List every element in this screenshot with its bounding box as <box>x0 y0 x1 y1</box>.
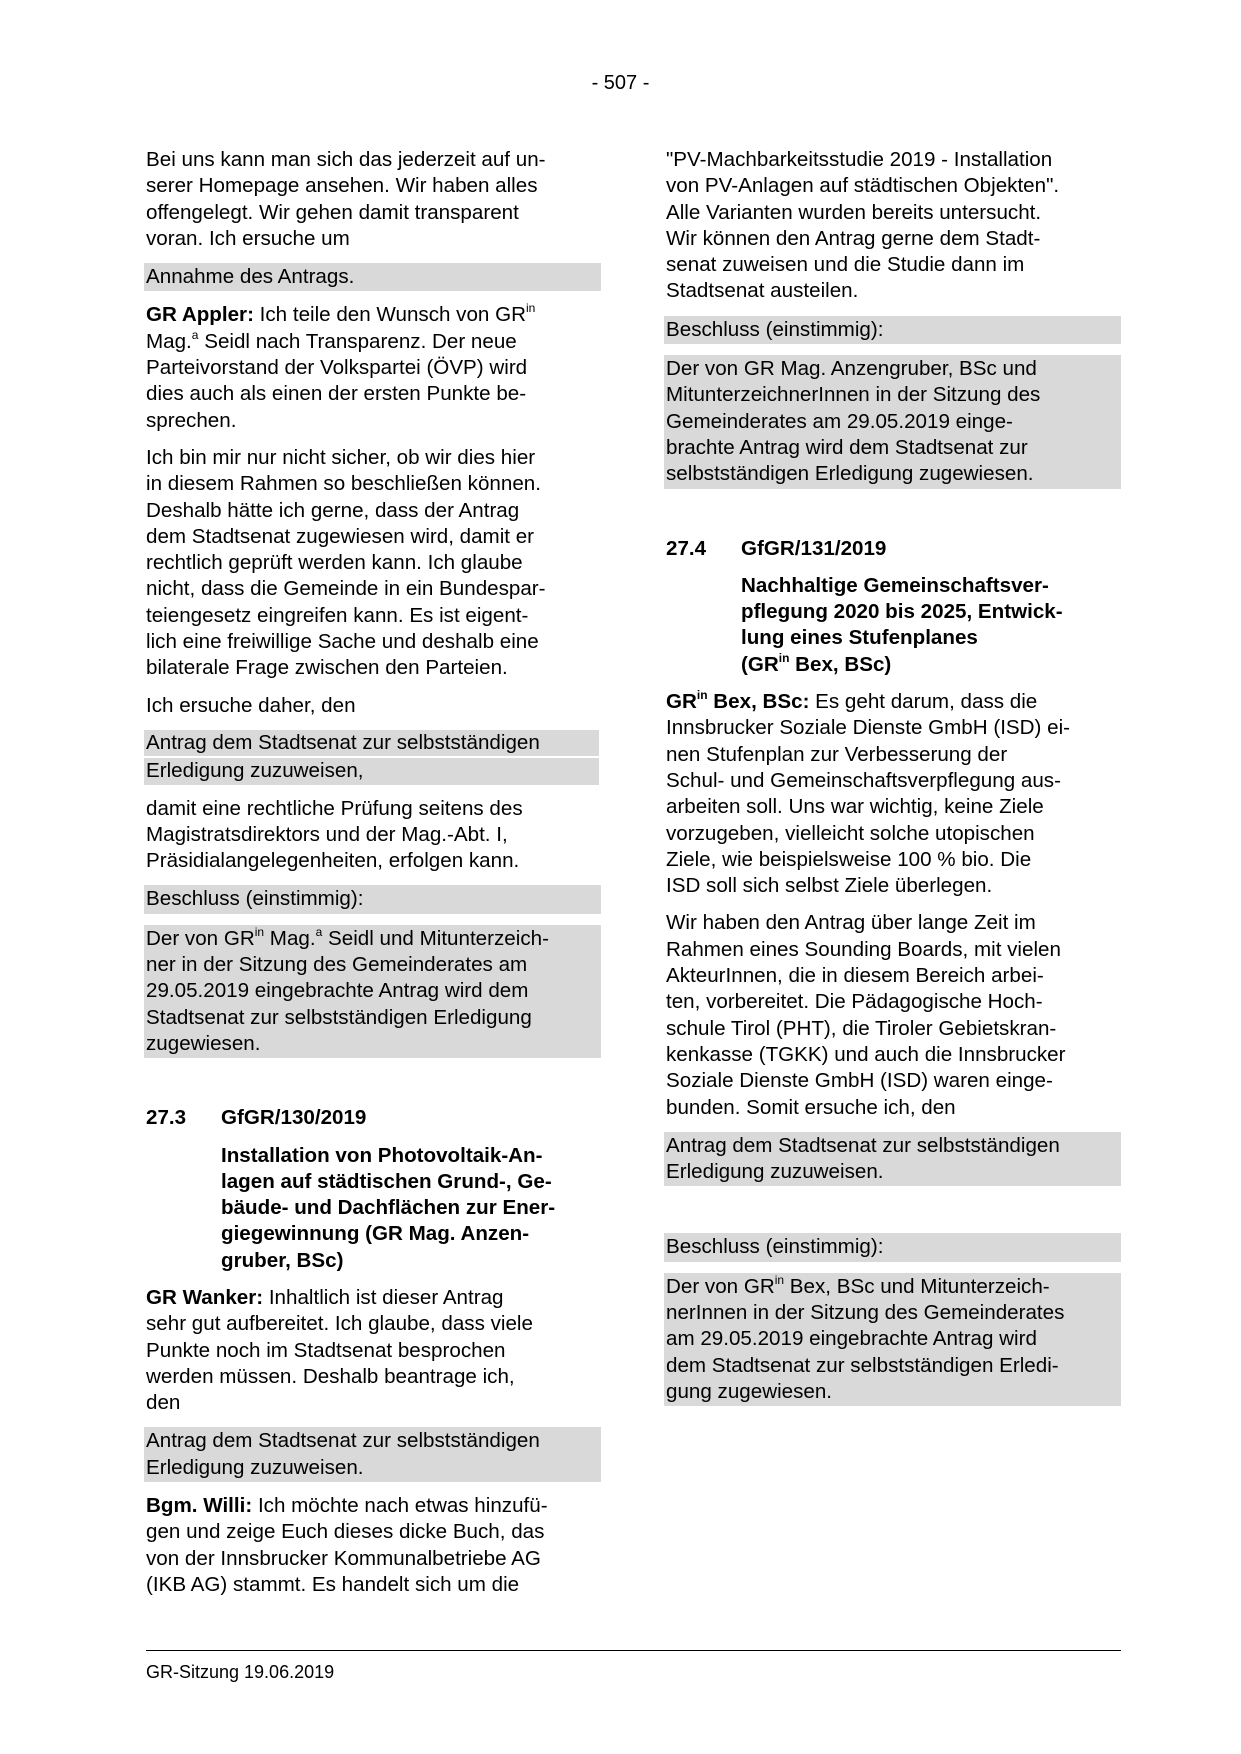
speech-willi: Bgm. Willi: Ich möchte nach etwas hinzufü- gen und zeige Euch dieses dicke Buch, das von der Innsbrucker Kommunalbetriebe AG (IKB AG) stammt. Es handelt sich um die <box>146 1494 548 1596</box>
paragraph: Ich ersuche daher, den <box>146 693 356 717</box>
right-column <box>666 147 1121 1417</box>
motion-box: Antrag dem Stadtsenat zur selbstständigen Erledigung zuzuweisen. <box>144 1427 601 1482</box>
speaker-name: GR Appler: <box>146 303 254 327</box>
footer-text: GR-Sitzung 19.06.2019 <box>146 1662 335 1682</box>
speaker-name: Bgm. Willi: <box>146 1494 253 1518</box>
resolution-text: Der von $GR^{in}$ Mag.$^a$ Seidl und Mitunterzeich- ner in der Sitzung des Gemeinderates am 29.05.2019 eingebrachte Antrag wird dem Stadtsenat zur selbstständigen Erledigung zugewiesen. <box>144 925 601 1058</box>
resolution-label: Beschluss (einstimmig): <box>664 316 1121 344</box>
section-code: GfGR/130/2019 <box>221 1106 367 1130</box>
section-code: GfGR/131/2019 <box>741 536 887 560</box>
speaker-name: $GR^{in}$ Bex, BSc: <box>666 688 810 714</box>
speech-appler: GR Appler: Ich teile den Wunsch von $GR^{in}$ Mag.$^a$ Seidl nach Transparenz. Der neue Parteivorstand der Volkspartei (ÖVP) wird dies auch als einen der ersten Punkte be- sprechen. <box>146 301 536 432</box>
section-heading-27-4 <box>666 536 1121 562</box>
paragraph: "PV-Machbarkeitsstudie 2019 - Installation von PV-Anlagen auf städtischen Objekten". Alle Varianten wurden bereits untersucht. Wir können den Antrag gerne dem Stadt- senat zuweisen und die Studie dann im Stadtsenat austeilen. <box>666 148 1060 303</box>
speaker-name: GR Wanker: <box>146 1285 264 1309</box>
paragraph: Ich bin mir nur nicht sicher, ob wir dies hier in diesem Rahmen so beschließen können. Deshalb hätte ich gerne, dass der Antrag dem Stadtsenat zugewiesen wird, damit er rechtlich geprüft werden kann. Ich glaube nicht, dass die Gemeinde in ein Bundespar- teiengesetz eingreifen kann. Es ist eigent- lich eine freiwillige Sache und deshalb eine bilaterale Frage zwischen den Parteien. <box>146 445 546 680</box>
paragraph: Bei uns kann man sich das jederzeit auf un- serer Homepage ansehen. Wir haben alles offengelegt. Wir gehen damit transparent voran. Ich ersuche um <box>146 148 546 250</box>
footer-rule <box>146 1650 1121 1651</box>
paragraph: damit eine rechtliche Prüfung seitens des Magistratsdirektors und der Mag.-Abt. I, Präsidialangelegenheiten, erfolgen kann. <box>146 796 523 873</box>
motion-box: Annahme des Antrags. <box>144 263 601 291</box>
page-number: - 507 - <box>591 72 650 94</box>
section-number: 27.3 <box>146 1106 187 1130</box>
speech-wanker: GR Wanker: Inhaltlich ist dieser Antrag sehr gut aufbereitet. Ich glaube, dass viele Punkte noch im Stadtsenat besprochen werden müssen. Deshalb beantrage ich, den <box>146 1285 533 1415</box>
resolution-label: Beschluss (einstimmig): <box>144 885 601 913</box>
section-heading-27-3 <box>146 1105 601 1131</box>
resolution-label: Beschluss (einstimmig): <box>664 1233 1121 1261</box>
speech-bex: $GR^{in}$ Bex, BSc: Es geht darum, dass die Innsbrucker Soziale Dienste GmbH (ISD) ei- nen Stufenplan zur Verbesserung der Schul- und Gemeinschaftsverpflegung aus- arbeiten soll. Uns war wichtig, keine Ziele vorzugeben, vielleicht solche utopischen Ziele, wie beispielsweise 100 % bio. Die ISD soll sich selbst Ziele überlegen. <box>666 688 1071 898</box>
resolution-text: Der von $GR^{in}$ Bex, BSc und Mitunterzeich- nerInnen in der Sitzung des Gemeinderates am 29.05.2019 eingebrachte Antrag wird dem Stadtsenat zur selbstständigen Erledi- gung zugewiesen. <box>664 1273 1121 1406</box>
section-title: Installation von Photovoltaik-An- lagen auf städtischen Grund-, Ge- bäude- und Dachflächen zur Ener- giegewinnung (GR Mag. Anzen- gruber, BSc) <box>221 1143 556 1272</box>
section-number: 27.4 <box>666 536 707 560</box>
resolution-text: Der von GR Mag. Anzengruber, BSc und MitunterzeichnerInnen in der Sitzung des Gemeinderates am 29.05.2019 einge- brachte Antrag wird dem Stadtsenat zur selbstständigen Erledigung zugewiesen. <box>664 355 1121 488</box>
paragraph: Wir haben den Antrag über lange Zeit im Rahmen eines Sounding Boards, mit vielen AkteurInnen, die in diesem Bereich arbei- ten, vorbereitet. Die Pädagogische Hoch- schule Tirol (PHT), die Tiroler Gebietskran- kenkasse (TGKK) und auch die Innsbrucker Soziale Dienste GmbH (ISD) waren einge- bunden. Somit ersuche ich, den <box>666 911 1066 1119</box>
left-column <box>146 147 601 1609</box>
motion-box: Antrag dem Stadtsenat zur selbstständigen Erledigung zuzuweisen. <box>664 1132 1121 1187</box>
section-title: Nachhaltige Gemeinschaftsver- pflegung 2020 bis 2025, Entwick- lung eines Stufenplanes ($GR^{in}$ Bex, BSc) <box>741 573 1063 676</box>
motion-box: Antrag dem Stadtsenat zur selbstständigen Erledigung zuzuweisen, <box>146 730 601 785</box>
